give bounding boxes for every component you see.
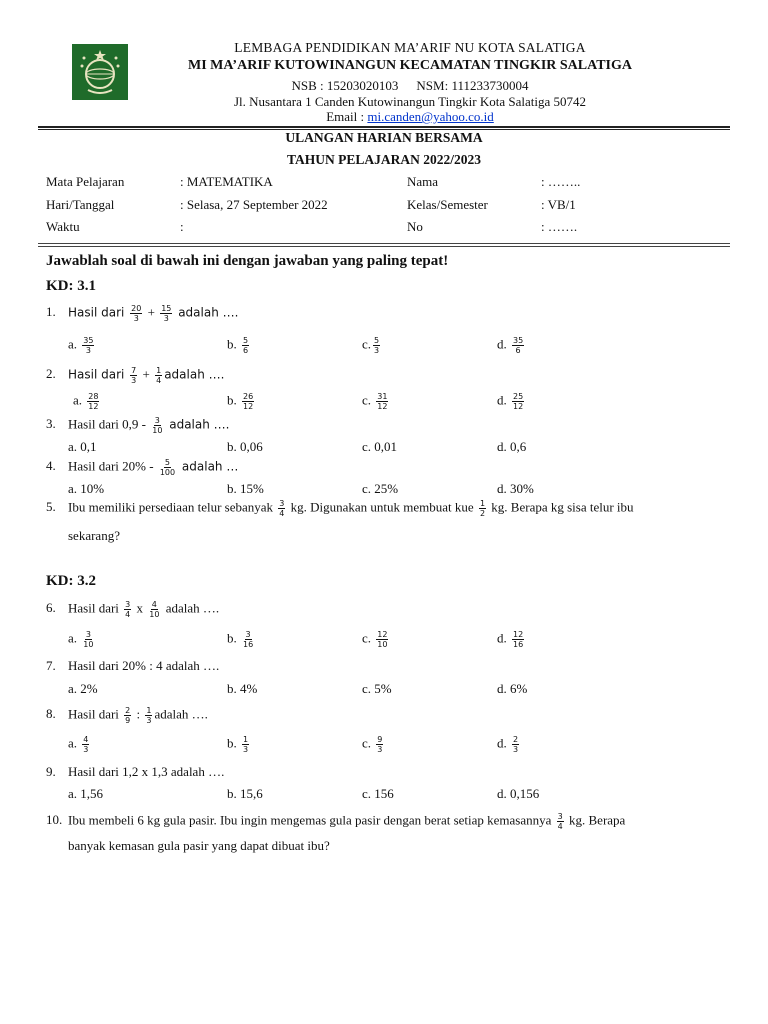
day-label: Hari/Tanggal (46, 197, 115, 212)
q8-option-d: d. $\frac{2}{3}$ (497, 735, 519, 754)
institution-line: LEMBAGA PENDIDIKAN MA’ARIF NU KOTA SALATIGA (234, 40, 586, 55)
kd-heading-1: KD: 3.1 (46, 278, 96, 294)
no-value: : ……. (541, 219, 578, 234)
kd-heading-2: KD: 3.2 (46, 573, 96, 589)
q8-option-b: b. $\frac{1}{3}$ (227, 735, 249, 754)
nsm: NSM: 111233730004 (416, 78, 529, 93)
question-6: 6. Hasil dari $\frac{3}{4}$ x $\frac{4}{10}$ adalah …. (46, 600, 220, 619)
q4-option-d: d. 30% (497, 481, 534, 496)
q7-option-d: d. 6% (497, 681, 528, 696)
day-value: : Selasa, 27 September 2022 (180, 197, 328, 212)
q2-option-d: d. $\frac{25}{12}$ (497, 392, 524, 411)
question-5-continued: sekarang? (68, 528, 120, 543)
q9-option-d: d. 0,156 (497, 786, 540, 801)
question-1: 1. Hasil dari $\frac{20}{3}$ + $\frac{15}{3}$ adalah …. (46, 304, 239, 323)
q9-option-a: a. 1,56 (68, 786, 104, 801)
email-link[interactable]: mi.canden@yahoo.co.id (367, 109, 494, 124)
q7-option-c: c. 5% (362, 681, 392, 696)
name-label: Nama (407, 174, 439, 189)
q6-option-c: c. $\frac{12}{10}$ (362, 630, 388, 649)
q2-option-c: c. $\frac{31}{12}$ (362, 392, 388, 411)
email-label: Email : (326, 109, 368, 124)
question-10: 10. Ibu membeli 6 kg gula pasir. Ibu ingin mengemas gula pasir dengan berat setiap kemasannya $\frac{3}{4}$ kg. Berapa (46, 812, 626, 831)
q9-option-c: c. 156 (362, 786, 394, 801)
q8-option-a: a. $\frac{4}{3}$ (68, 735, 89, 754)
q3-option-a: a. 0,1 (68, 439, 97, 454)
exam-title: ULANGAN HARIAN BERSAMA (285, 130, 483, 145)
question-10-continued: banyak kemasan gula pasir yang dapat dibuat ibu? (68, 838, 330, 853)
school-address: Jl. Nusantara 1 Canden Kutowinangun Tingkir Kota Salatiga 50742 (233, 94, 587, 109)
header-divider (38, 126, 730, 128)
question-5: 5. Ibu memiliki persediaan telur sebanyak $\frac{3}{4}$ kg. Digunakan untuk membuat kue $\frac{1}{2}$ kg. Berapa kg sisa telur ibu (46, 499, 634, 518)
question-9: 9. Hasil dari 1,2 x 1,3 adalah …. (46, 764, 225, 779)
q6-option-a: a. $\frac{3}{10}$ (68, 630, 94, 649)
instruction: Jawablah soal di bawah ini dengan jawaban yang paling tepat! (46, 253, 449, 269)
time-label: Waktu (46, 219, 80, 234)
q6-option-b: b. $\frac{3}{16}$ (227, 630, 254, 649)
q4-option-c: c. 25% (362, 481, 399, 496)
school-name: MI MA’ARIF KUTOWINANGUN KECAMATAN TINGKIR SALATIGA (187, 58, 632, 73)
q4-option-a: a. 10% (68, 481, 105, 496)
q1-option-c: c. $\frac{5}{3}$ (362, 336, 380, 355)
q3-option-c: c. 0,01 (362, 439, 398, 454)
subject-value: : MATEMATIKA (180, 174, 273, 189)
q8-option-c: c. $\frac{9}{3}$ (362, 735, 383, 754)
q6-option-d: d. $\frac{12}{16}$ (497, 630, 524, 649)
q4-option-b: b. 15% (227, 481, 264, 496)
question-7: 7. Hasil dari 20% : 4 adalah …. (46, 658, 220, 673)
nu-logo-icon (72, 44, 128, 100)
subject-label: Mata Pelajaran (46, 174, 125, 189)
school-email (140, 109, 680, 125)
q9-option-b: b. 15,6 (227, 786, 263, 801)
info-divider (38, 243, 730, 244)
info-divider-thin (38, 246, 730, 247)
q7-option-a: a. 2% (68, 681, 98, 696)
q2-option-b: b. $\frac{26}{12}$ (227, 392, 254, 411)
nsb: NSB : 15203020103 (291, 78, 399, 93)
academic-year: TAHUN PELAJARAN 2022/2023 (286, 152, 481, 167)
class-label: Kelas/Semester (407, 197, 488, 212)
q1-option-b: b. $\frac{5}{6}$ (227, 336, 249, 355)
q2-option-a: a. $\frac{28}{12}$ (73, 392, 99, 411)
name-value: : …….. (541, 174, 581, 189)
question-2: 2. Hasil dari $\frac{7}{3}$ + $\frac{1}{4}$ adalah …. (46, 366, 225, 385)
q7-option-b: b. 4% (227, 681, 258, 696)
question-4: 4. Hasil dari 20% - $\frac{5}{100}$ adalah … (46, 458, 239, 477)
time-value: : (180, 219, 184, 234)
school-ids (140, 78, 680, 94)
class-value: : VB/1 (541, 197, 576, 212)
q3-option-b: b. 0,06 (227, 439, 263, 454)
no-label: No (407, 219, 423, 234)
q1-option-d: d. $\frac{35}{6}$ (497, 336, 524, 355)
question-3: 3. Hasil dari 0,9 - $\frac{3}{10}$ adalah …. (46, 416, 230, 435)
q1-option-a: a. $\frac{35}{3}$ (68, 336, 94, 355)
question-8: 8. Hasil dari $\frac{2}{9}$ : $\frac{1}{3}$ adalah …. (46, 706, 208, 725)
q3-option-d: d. 0,6 (497, 439, 527, 454)
